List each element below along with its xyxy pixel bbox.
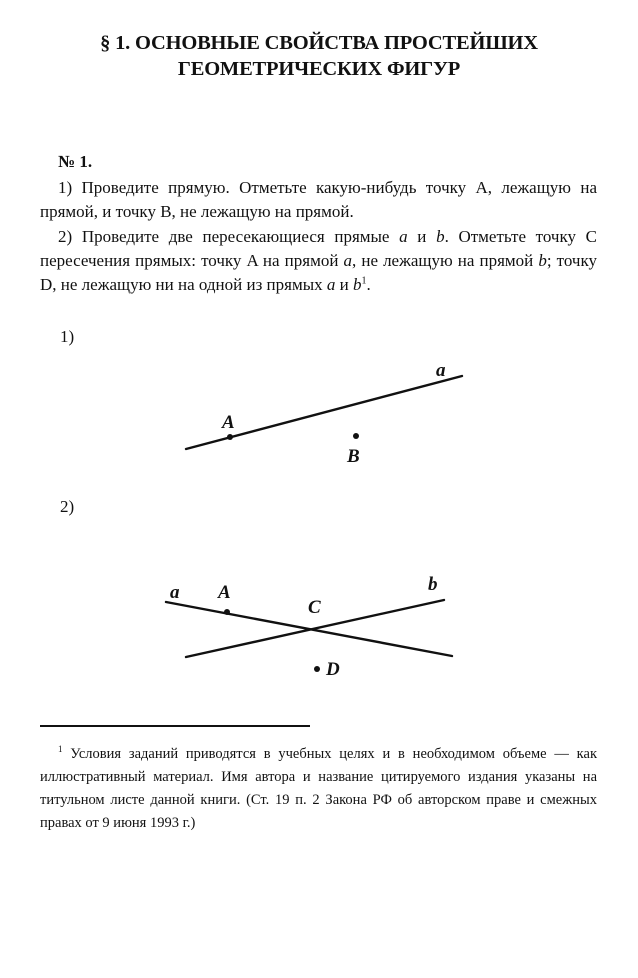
task-2-part3: , не лежащую на прямой — [352, 251, 539, 270]
task-2-line-a-3: a — [326, 275, 336, 294]
task-2-end: . — [366, 275, 371, 294]
figure-2-point-a-label: A — [218, 582, 231, 603]
figure-1-point-b-label: B — [347, 446, 360, 467]
figure-1-point-b — [353, 433, 359, 439]
problem-number: № 1. — [58, 152, 93, 171]
task-2-line-b: b — [436, 227, 445, 246]
figure-2-point-d — [314, 666, 320, 672]
task-2-part2: . Отметьте точку C пересечения прямых: точку A на прямой — [40, 227, 597, 270]
task-2-part4: ; точку D, не лежащую ни на одной из прямых — [40, 251, 597, 294]
footnote-text: Условия заданий приводятся в учебных целях и в необходимом объеме — как иллюстративный материал. Имя автора и название цитируемого издания указаны на титульном листе данной книги. (Ст. 19 п. 2 Закона РФ об авторском праве и смежных правах от 9 июня 1993 г.) — [40, 746, 597, 831]
figure-2-point-d-label: D — [326, 659, 340, 680]
figure-1 — [186, 360, 462, 467]
footnote-ref: 1 — [361, 275, 367, 287]
task-2-and: и — [407, 227, 437, 246]
task-1-text: 1) Проведите прямую. Отметьте какую-нибудь точку A, лежащую на прямой, и точку B, не лежащую на прямой. — [40, 178, 597, 221]
section-heading-line2: ГЕОМЕТРИЧЕСКИХ ФИГУР — [177, 58, 461, 80]
section-heading-line1: § 1. ОСНОВНЫЕ СВОЙСТВА ПРОСТЕЙШИХ — [100, 32, 538, 54]
figure-2-line-a-label: a — [170, 582, 180, 603]
figure-2-point-a — [224, 609, 230, 615]
task-2-line-a: a — [399, 227, 408, 246]
task-2-part1: 2) Проведите две пересекающиеся прямые — [58, 227, 400, 246]
figure-2 — [166, 574, 452, 680]
figure-2-line-b-label: b — [428, 574, 438, 595]
task-2-line-b-2: b — [538, 251, 547, 270]
task-2-line-b-3: b — [353, 275, 362, 294]
figure-1-point-a-label: A — [222, 412, 235, 433]
figure-1-point-a — [227, 434, 233, 440]
figure-1-line-a-label: a — [436, 360, 446, 381]
footnote-divider — [40, 725, 310, 727]
figure-2-point-c-label: C — [308, 597, 321, 618]
task-2-part5: и — [335, 275, 353, 294]
footnote-marker: 1 — [58, 744, 63, 755]
footnote — [40, 743, 597, 835]
task-2-line-a-2: a — [343, 251, 353, 270]
figure-1-label: 1) — [60, 327, 75, 346]
figure-2-label: 2) — [60, 497, 75, 516]
